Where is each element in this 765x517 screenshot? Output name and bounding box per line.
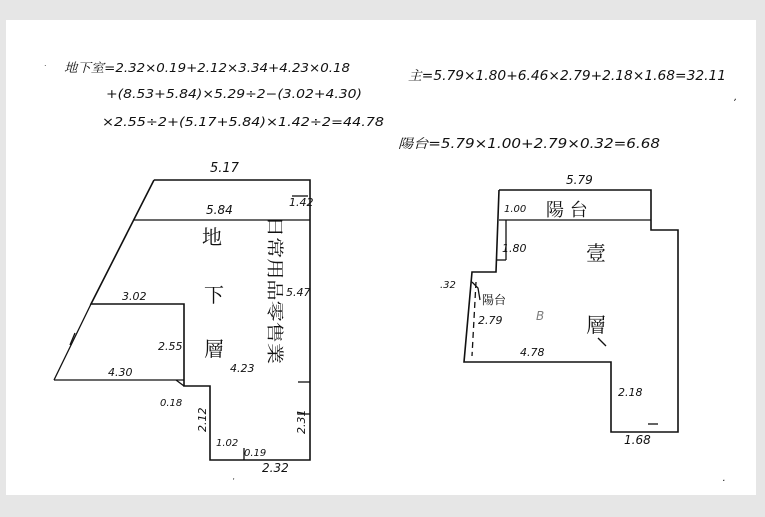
dim-first-side-length: 2.79 (478, 314, 503, 327)
dim-basement-left-step: 3.02 (122, 290, 147, 303)
first-floor-label-char-1: 壹 (586, 241, 606, 265)
first-floor-plan (440, 173, 725, 487)
svg-text:,: , (734, 92, 738, 103)
dim-first-mid: 4.78 (520, 346, 545, 359)
basement-label-char-2: 下 (204, 283, 224, 307)
first-floor-label-char-2: 層 (586, 313, 606, 337)
dim-basement-bottom-left: 4.30 (108, 366, 133, 379)
formula-main-floor: 主=5.79×1.80+6.46×2.79+2.18×1.68=32.11 (408, 69, 726, 84)
formula-basement-line1: 地下室=2.32×0.19+2.12×3.34+4.23×0.18 (64, 60, 351, 75)
dim-basement-inner-top: 5.84 (206, 203, 233, 217)
dim-basement-bottom-b: 0.19 (244, 448, 267, 459)
first-floor-outline (464, 190, 678, 432)
drawing-sheet (6, 20, 756, 495)
dim-first-balcony-depth: 1.00 (504, 204, 527, 215)
dim-basement-notch: 4.23 (230, 362, 255, 375)
dim-basement-bottom: 2.32 (262, 461, 289, 475)
dim-basement-lower-right: 2.31 (295, 409, 308, 434)
dim-first-top: 5.79 (566, 173, 593, 187)
formula-basement-line2: +(8.53+5.84)×5.29÷2−(3.02+4.30) (106, 86, 362, 101)
basement-usage-label: 日常用品零售業 (264, 216, 284, 335)
dim-basement-lower-left: 2.12 (196, 407, 209, 432)
dim-basement-right-mid: 5.47 (286, 286, 311, 299)
dim-basement-small: 0.18 (160, 398, 183, 409)
dim-first-right-lower: 2.18 (618, 386, 643, 399)
basement-label-char-1: 地 (202, 225, 222, 249)
formula-basement-line3: ×2.55÷2+(5.17+5.84)×1.42÷2=44.78 (102, 114, 385, 129)
svg-text:·: · (232, 475, 235, 485)
basement-label-char-3: 層 (204, 337, 224, 361)
balcony-label: 陽 台 (546, 200, 588, 221)
dim-basement-bottom-a: 1.02 (216, 438, 239, 449)
dim-first-side-depth: .32 (440, 280, 456, 291)
svg-text:·: · (722, 476, 726, 487)
svg-text:·: · (44, 62, 47, 70)
formula-balcony: 陽台=5.79×1.00+2.79×0.32=6.68 (398, 137, 660, 152)
dim-basement-left-wall: 2.55 (158, 340, 183, 353)
floor-plan-drawing (6, 20, 756, 495)
dim-first-bottom: 1.68 (624, 433, 651, 447)
dim-basement-top: 5.17 (210, 161, 239, 176)
center-mark: B (536, 309, 545, 323)
basement-plan (54, 161, 314, 485)
dim-first-left-upper: 1.80 (502, 242, 527, 255)
dim-basement-right-top: 1.42 (289, 196, 314, 209)
side-balcony-label: 陽台 (482, 293, 507, 307)
